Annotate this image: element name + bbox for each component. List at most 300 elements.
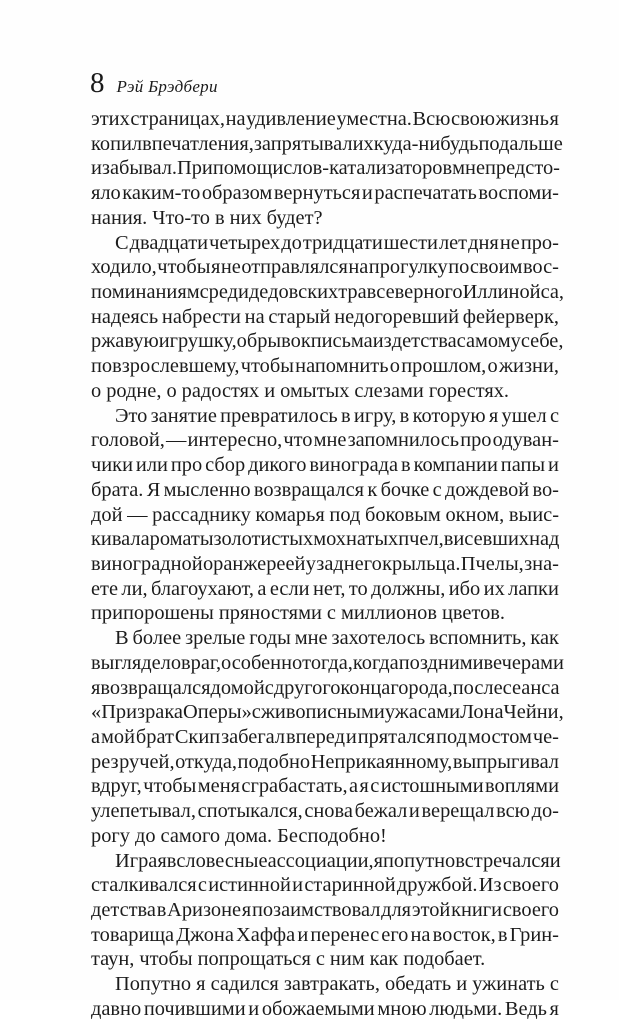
word: впечатления,	[142, 132, 254, 155]
word: прятался	[357, 725, 436, 748]
word: с	[264, 676, 274, 699]
word: мохнатых	[313, 528, 399, 551]
word: если	[269, 577, 310, 600]
text-line	[91, 354, 559, 379]
word: оранжереей	[202, 552, 306, 575]
word: старый	[268, 305, 331, 328]
word: будет?	[266, 206, 323, 229]
word: нания.	[91, 206, 148, 229]
word: распечатать	[374, 182, 477, 205]
word: откуда,	[175, 750, 237, 773]
word: детства	[391, 330, 457, 353]
word: себе,	[520, 330, 564, 353]
word: и	[549, 849, 561, 872]
word: вперед	[286, 725, 345, 748]
word: Лона	[460, 701, 504, 724]
word: С	[115, 231, 129, 254]
word: Ведь	[504, 997, 547, 1020]
word: конца	[340, 676, 391, 699]
word: северного	[376, 281, 463, 304]
word: товарища	[91, 923, 175, 946]
word: и	[297, 923, 309, 946]
word: ужасами	[384, 701, 461, 724]
word: цветов.	[441, 602, 506, 625]
text-line	[91, 181, 559, 206]
word: подобает.	[403, 948, 486, 971]
word: мною	[377, 997, 427, 1020]
word: о	[389, 355, 400, 378]
page-number: 8	[90, 67, 105, 99]
word: в	[214, 206, 225, 229]
text-line	[91, 947, 559, 972]
text-line	[91, 305, 559, 330]
word: дружбой.	[396, 874, 478, 897]
word: Что-то	[152, 206, 210, 229]
text-line	[91, 750, 559, 775]
word: мой	[100, 725, 135, 748]
word: с	[549, 404, 559, 427]
word: Хаффа	[236, 923, 296, 946]
text-line	[91, 107, 559, 132]
text-line	[91, 527, 559, 552]
text-line	[91, 824, 559, 849]
word: одуван-	[492, 429, 559, 452]
word: пчел,	[398, 528, 444, 551]
word: у	[305, 552, 316, 575]
word: из	[372, 330, 392, 353]
word: про	[170, 454, 203, 477]
word: овраг,	[170, 651, 222, 674]
word: мне	[313, 429, 347, 452]
word: нет,	[312, 577, 346, 600]
text-line	[91, 206, 559, 231]
word: о	[91, 379, 102, 402]
paragraph	[91, 107, 563, 231]
word: про	[460, 429, 492, 452]
word: образом	[201, 182, 273, 205]
word: выпрыгивал	[452, 750, 559, 773]
word: вечерами	[483, 651, 564, 674]
text-line	[91, 552, 559, 577]
word: про-	[520, 231, 559, 254]
word: с	[326, 602, 336, 625]
word: его	[381, 923, 409, 946]
word: что	[283, 429, 313, 452]
word: окном,	[445, 503, 505, 526]
word: словесные	[176, 849, 268, 872]
word: подобно	[237, 750, 311, 773]
word: снова	[304, 800, 353, 823]
word: прогулку	[368, 256, 448, 279]
word: встречался	[455, 849, 550, 872]
word: под	[329, 503, 361, 526]
word: я	[549, 108, 559, 130]
word: мне	[294, 627, 328, 650]
word: чтобы	[139, 948, 193, 971]
word: или	[135, 454, 168, 477]
word: спотыкался,	[197, 800, 303, 823]
word: давно	[91, 997, 142, 1020]
word: почившими	[143, 997, 246, 1020]
word: с	[549, 973, 559, 996]
paragraph	[91, 626, 564, 848]
word: попутно	[383, 849, 456, 872]
word: яло	[91, 182, 121, 205]
word: жизнь	[495, 108, 549, 130]
word: фейерверк,	[462, 305, 559, 328]
word: дня	[468, 231, 499, 254]
word: годы	[249, 627, 291, 650]
word: в	[156, 899, 167, 921]
word: выглядел	[91, 651, 171, 674]
word: я	[241, 899, 252, 921]
word: жизни,	[498, 355, 559, 378]
word: комарья	[255, 503, 325, 526]
text-line	[91, 849, 559, 874]
word: не	[220, 256, 241, 279]
word: вернуться	[273, 182, 361, 205]
text-line	[91, 972, 559, 997]
word: При	[176, 157, 213, 180]
word: В	[115, 627, 129, 650]
word: бежал	[354, 800, 408, 823]
word: города,	[390, 676, 453, 699]
word: поздними	[398, 651, 484, 674]
word: бочке	[380, 478, 430, 501]
word: среди	[199, 281, 249, 304]
word: компании	[413, 454, 498, 477]
word: перенес	[310, 923, 380, 946]
word: истошными	[380, 775, 484, 798]
word: зрелые	[185, 627, 246, 650]
word: завтракать,	[283, 973, 380, 996]
word: игрушку,	[158, 330, 237, 353]
word: шести	[383, 231, 438, 254]
word: свою	[451, 108, 495, 130]
word: папы	[500, 454, 546, 477]
word: меня	[197, 775, 241, 798]
word: особенно	[221, 651, 303, 674]
word: тридцати	[302, 231, 383, 254]
word: всю	[496, 800, 530, 823]
word: игру,	[353, 404, 397, 427]
word: чтобы	[143, 775, 197, 798]
body-text	[91, 107, 565, 1022]
text-line	[91, 774, 559, 799]
word: запомнилось	[347, 429, 460, 452]
word: возвращался	[100, 676, 211, 699]
word: недогоревший	[334, 305, 459, 328]
word: повзрослевшему,	[91, 355, 240, 378]
word: а	[91, 725, 101, 748]
word: самого	[160, 824, 221, 847]
word: с	[315, 948, 325, 971]
word: надеясь	[91, 305, 159, 328]
word: помощи	[212, 157, 284, 180]
word: че-	[532, 725, 559, 748]
word: ароматы	[140, 528, 214, 551]
word: сграбастать,	[241, 775, 348, 798]
word: и	[456, 973, 468, 996]
word: этих	[91, 108, 130, 130]
word: воспоми-	[478, 182, 559, 205]
paragraph	[91, 849, 559, 973]
word: ли,	[121, 577, 148, 600]
word: в	[401, 454, 411, 477]
word: ржавую	[91, 330, 159, 353]
word: слезами	[354, 379, 424, 402]
word: должны,	[371, 577, 446, 600]
word: горестях.	[428, 379, 510, 402]
word: я	[549, 997, 559, 1020]
text-line	[91, 997, 559, 1022]
word: забывал.	[101, 157, 177, 180]
word: припорошены	[91, 602, 214, 625]
word: ручей,	[119, 750, 175, 773]
text-line	[91, 577, 559, 602]
word: о	[487, 355, 498, 378]
word: в	[497, 923, 508, 946]
word: заднего	[316, 552, 382, 575]
word: после	[452, 676, 503, 699]
word: воплями	[485, 775, 559, 798]
word: и	[361, 182, 373, 205]
word: Из	[478, 874, 502, 897]
word: обожаемыми	[261, 997, 375, 1020]
word: Оперы»	[182, 701, 252, 724]
word: верещал	[421, 800, 495, 823]
word: ибо	[448, 577, 481, 600]
text-line	[91, 898, 559, 923]
word: истинной	[208, 874, 291, 897]
word: прошлом,	[401, 355, 487, 378]
word: рассаднику	[152, 503, 251, 526]
word: письма	[310, 330, 373, 353]
word: виноградной	[91, 552, 203, 575]
paragraph	[91, 972, 559, 1021]
word: и	[548, 454, 559, 477]
word: к	[367, 478, 378, 501]
text-line	[91, 453, 559, 478]
word: висевших	[443, 528, 530, 551]
text-line	[91, 626, 559, 651]
word: Всю	[412, 108, 451, 130]
word: я	[196, 973, 206, 996]
word: на	[244, 305, 265, 328]
word: попрощаться	[197, 948, 311, 971]
text-line	[91, 799, 559, 824]
word: подальше	[478, 132, 563, 155]
word: я	[373, 849, 384, 872]
word: Я	[146, 478, 161, 501]
word: на	[410, 923, 431, 946]
word: каким-то	[122, 182, 201, 205]
word: и	[248, 997, 260, 1020]
word: ним	[329, 948, 365, 971]
word: отправлялся	[241, 256, 348, 279]
word: как	[369, 948, 399, 971]
word: рогу	[91, 824, 130, 847]
word: я	[488, 404, 499, 427]
text-line	[91, 700, 564, 725]
word: четырех	[209, 231, 281, 254]
word: детства	[91, 899, 156, 921]
word: их	[483, 577, 505, 600]
word: поминаниям	[91, 281, 200, 304]
word: во-	[532, 478, 559, 501]
word: куда-нибудь	[373, 132, 479, 155]
word: мысленно	[163, 478, 251, 501]
word: домой	[210, 676, 265, 699]
word: возвращался	[253, 478, 365, 501]
text-line	[91, 255, 559, 280]
word: ужинать	[472, 973, 545, 996]
word: о	[166, 379, 177, 402]
word: интересно,	[187, 429, 283, 452]
word: Грин-	[509, 923, 559, 946]
word: лапки	[508, 577, 559, 600]
word: до	[281, 231, 302, 254]
running-head	[90, 68, 218, 98]
word: над	[529, 528, 560, 551]
word: превратилось	[220, 404, 338, 427]
word: своего	[502, 874, 559, 897]
word: своего	[502, 899, 559, 921]
text-line	[91, 404, 559, 429]
word: копил	[91, 132, 143, 155]
word: чтобы	[240, 355, 294, 378]
word: улепетывал,	[91, 800, 196, 823]
word: с	[432, 478, 442, 501]
word: уместна.	[336, 108, 412, 130]
word: старинной	[304, 874, 396, 897]
word: благоухают,	[151, 577, 254, 600]
word: самому	[456, 330, 521, 353]
word: забегал	[221, 725, 286, 748]
word: а	[348, 775, 359, 798]
word: то	[348, 577, 368, 600]
word: до-	[531, 800, 559, 823]
word: ходило,	[91, 256, 157, 279]
text-line	[91, 379, 559, 404]
word: мостом	[467, 725, 532, 748]
word: омытых	[280, 379, 350, 402]
word: рез	[91, 750, 119, 773]
word: Играя	[115, 849, 167, 872]
word: брат	[135, 725, 174, 748]
word: трав	[338, 281, 377, 304]
word: в	[166, 849, 177, 872]
text-line	[91, 676, 559, 701]
word: сбор	[205, 454, 246, 477]
text-line	[91, 280, 565, 305]
word: лет	[438, 231, 468, 254]
word: Бесподобно!	[277, 824, 387, 847]
word: выис-	[508, 503, 559, 526]
word: тогда,	[302, 651, 353, 674]
word: я	[91, 676, 101, 699]
word: винограда	[309, 454, 399, 477]
word: Пчелы,	[460, 552, 524, 575]
text-line	[91, 478, 559, 503]
word: ете	[91, 577, 119, 600]
word: зна-	[524, 552, 559, 575]
text-line	[91, 231, 559, 256]
word: а	[257, 577, 267, 600]
word: Неприкаянному,	[310, 750, 453, 773]
word: дождевой	[445, 478, 530, 501]
word: с	[197, 874, 207, 897]
text-line	[91, 503, 559, 528]
word: дедовских	[248, 281, 339, 304]
text-line	[91, 725, 559, 750]
running-title: Рэй Брэдбери	[116, 77, 218, 96]
word: и	[408, 800, 420, 823]
word: обрывок	[236, 330, 311, 353]
word: не	[499, 231, 520, 254]
word: двадцати	[129, 231, 209, 254]
word: —	[127, 503, 148, 526]
word: головой,	[91, 429, 165, 452]
text-line	[91, 329, 564, 354]
word: золотистых	[213, 528, 314, 551]
word: дой	[91, 503, 123, 526]
word: «Призрака	[91, 701, 183, 724]
word: вос-	[522, 256, 559, 279]
word: до	[134, 824, 156, 847]
word: них	[229, 206, 262, 229]
word: —	[165, 429, 187, 452]
word: и	[264, 379, 276, 402]
word: сеанса	[502, 676, 560, 699]
word: ушел	[501, 404, 547, 427]
word: набрести	[161, 305, 241, 328]
word: на	[225, 108, 246, 130]
word: занятие	[150, 404, 217, 427]
word: дикого	[248, 454, 307, 477]
word: под	[436, 725, 467, 748]
word: кивал	[91, 528, 141, 551]
word: их	[352, 132, 374, 155]
word: по	[448, 256, 470, 279]
word: людьми.	[429, 997, 503, 1020]
word: сталкивался	[91, 874, 197, 897]
word: Иллинойса,	[462, 281, 565, 304]
word: Это	[115, 404, 148, 427]
word: слов-катализаторов	[283, 157, 453, 180]
word: родне,	[106, 379, 162, 402]
text-line	[91, 428, 559, 453]
word: с	[370, 775, 380, 798]
text-line	[91, 132, 563, 157]
word: радостях	[181, 379, 260, 402]
text-line	[91, 873, 559, 898]
word: этой	[411, 899, 451, 921]
word: я	[359, 775, 369, 798]
word: и	[345, 725, 357, 748]
word: более	[132, 627, 182, 650]
word: брата.	[91, 478, 144, 501]
word: ассоциации,	[267, 849, 374, 872]
word: напомнить	[295, 355, 389, 378]
word: своим	[469, 256, 523, 279]
text-line	[91, 923, 559, 948]
word: я	[210, 256, 221, 279]
word: Чейни,	[503, 701, 564, 724]
paragraph	[91, 404, 559, 626]
word: мне	[452, 157, 485, 180]
word: для	[381, 899, 412, 921]
